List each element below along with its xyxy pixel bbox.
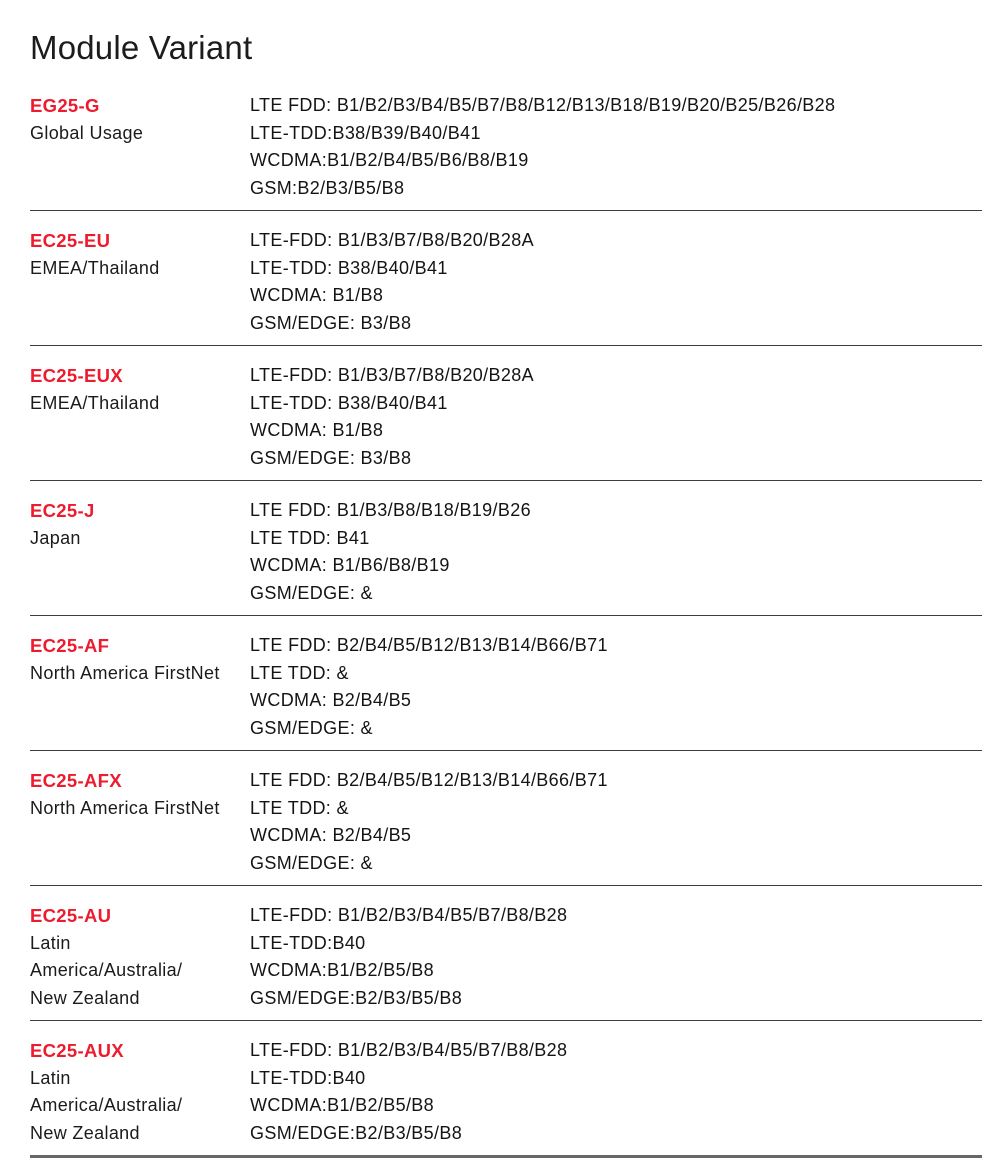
band-line: LTE TDD: & (250, 662, 349, 683)
band-line: LTE-FDD: B1/B2/B3/B4/B5/B7/B8/B28 (250, 1040, 568, 1060)
module-id-cell (30, 497, 250, 607)
model-region: America/Australia/ (30, 960, 183, 980)
bands-cell (250, 632, 982, 742)
module-row (30, 751, 982, 886)
band-line: LTE FDD: B2/B4/B5/B12/B13/B14/B66/B71 (250, 635, 608, 655)
model-region: Global Usage (30, 122, 144, 143)
module-id-cell (30, 227, 250, 337)
band-line: WCDMA: B1/B8 (250, 285, 384, 305)
model-region: Latin (30, 1067, 71, 1088)
band-line: LTE TDD: B41 (250, 527, 370, 548)
model-name: EC25-AUX (30, 1040, 124, 1061)
module-id-cell (30, 767, 250, 877)
model-name: EC25-AF (30, 635, 110, 656)
module-row (30, 346, 982, 481)
bands-cell (250, 227, 982, 337)
module-id-cell (30, 632, 250, 742)
module-id-cell (30, 1037, 250, 1147)
band-line: WCDMA:B1/B2/B5/B8 (250, 960, 435, 980)
bands-cell (250, 362, 982, 472)
band-line: LTE FDD: B1/B3/B8/B18/B19/B26 (250, 500, 531, 520)
bands-cell (250, 1037, 982, 1147)
band-line: LTE-TDD: B38/B40/B41 (250, 257, 448, 278)
model-region: EMEA/Thailand (30, 257, 160, 278)
band-line: WCDMA: B2/B4/B5 (250, 690, 412, 710)
model-region: America/Australia/ (30, 1095, 183, 1115)
module-id-cell (30, 92, 250, 202)
band-line: GSM:B2/B3/B5/B8 (250, 177, 405, 198)
page-title: Module Variant (30, 29, 253, 66)
model-name: EC25-J (30, 500, 95, 521)
model-region: Latin (30, 932, 71, 953)
band-line: GSM/EDGE: & (250, 852, 373, 873)
module-row (30, 616, 982, 751)
model-region: EMEA/Thailand (30, 392, 160, 413)
band-line: WCDMA: B1/B8 (250, 420, 384, 440)
model-region: Japan (30, 527, 81, 548)
band-line: WCDMA:B1/B2/B5/B8 (250, 1095, 435, 1115)
module-id-cell (30, 362, 250, 472)
band-line: LTE-TDD:B38/B39/B40/B41 (250, 122, 481, 143)
band-line: GSM/EDGE: B3/B8 (250, 447, 412, 468)
model-name: EC25-AFX (30, 770, 122, 791)
band-line: LTE-FDD: B1/B3/B7/B8/B20/B28A (250, 365, 534, 385)
band-line: GSM/EDGE: & (250, 582, 373, 603)
model-region: New Zealand (30, 987, 140, 1008)
band-line: LTE FDD: B2/B4/B5/B12/B13/B14/B66/B71 (250, 770, 608, 790)
band-line: WCDMA:B1/B2/B4/B5/B6/B8/B19 (250, 150, 529, 170)
band-line: LTE FDD: B1/B2/B3/B4/B5/B7/B8/B12/B13/B18/B19/B20/B25/B26/B28 (250, 95, 836, 115)
module-id-cell (30, 902, 250, 1012)
band-line: LTE TDD: & (250, 797, 349, 818)
band-line: GSM/EDGE:B2/B3/B5/B8 (250, 987, 463, 1008)
module-row (30, 76, 982, 211)
model-region: North America FirstNet (30, 797, 220, 818)
model-region: New Zealand (30, 1122, 140, 1143)
band-line: WCDMA: B1/B6/B8/B19 (250, 555, 450, 575)
model-region: North America FirstNet (30, 662, 220, 683)
band-line: LTE-TDD:B40 (250, 1067, 366, 1088)
band-line: GSM/EDGE: & (250, 717, 373, 738)
module-row (30, 481, 982, 616)
band-line: LTE-FDD: B1/B3/B7/B8/B20/B28A (250, 230, 534, 250)
band-line: LTE-TDD:B40 (250, 932, 366, 953)
model-name: EG25-G (30, 95, 100, 116)
band-line: LTE-TDD: B38/B40/B41 (250, 392, 448, 413)
module-row (30, 886, 982, 1021)
band-line: GSM/EDGE: B3/B8 (250, 312, 412, 333)
bands-cell (250, 767, 982, 877)
band-line: LTE-FDD: B1/B2/B3/B4/B5/B7/B8/B28 (250, 905, 568, 925)
band-line: WCDMA: B2/B4/B5 (250, 825, 412, 845)
model-name: EC25-AU (30, 905, 112, 926)
module-row (30, 211, 982, 346)
model-name: EC25-EU (30, 230, 111, 251)
module-variant-table (30, 76, 982, 1158)
band-line: GSM/EDGE:B2/B3/B5/B8 (250, 1122, 463, 1143)
bands-cell (250, 902, 982, 1012)
bands-cell (250, 497, 982, 607)
module-row (30, 1021, 982, 1158)
bands-cell (250, 92, 982, 202)
model-name: EC25-EUX (30, 365, 123, 386)
